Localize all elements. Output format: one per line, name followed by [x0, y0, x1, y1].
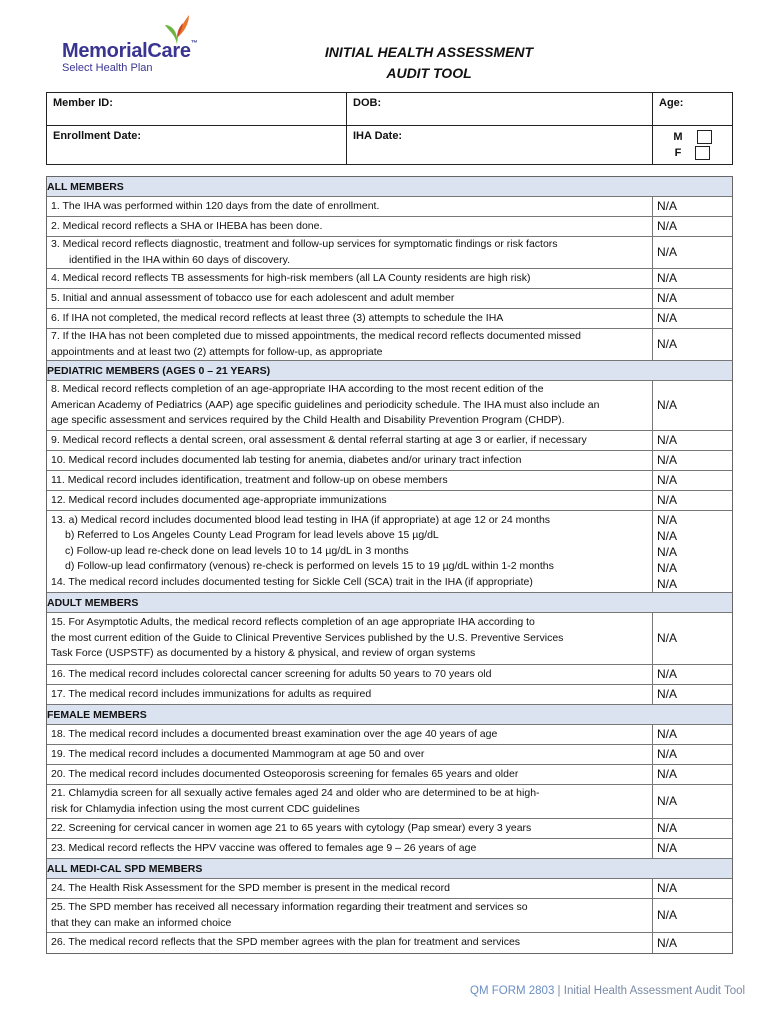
logo-subtitle: Select Health Plan — [62, 62, 153, 74]
audit-row-16 — [47, 665, 732, 685]
member-info-table — [46, 92, 733, 165]
section-spd-members: ALL MEDI-CAL SPD MEMBERS — [47, 859, 732, 879]
section-female-members: FEMALE MEMBERS — [47, 705, 732, 725]
audit-row-1 — [47, 197, 732, 217]
question-text: 13. a) Medical record includes documented blood lead testing in IHA (if appropriate) at age 12 or 24 months b) Referred to Los Angeles County Lead Program for lead levels above 15 µg/dL c) Follow-up lead re-check done on lead levels 10 to 14 µg/dL in 3 months d) Follow-up lead confirmatory (venous) re-check is performed on levels 15 to 19 µg/dL within 1-2 months 14. The medical record includes documented testing for Sickle Cell (SCA) trait in the IHA (if appropriate) — [47, 511, 653, 592]
answer-cell[interactable]: N/A — [657, 473, 678, 487]
question-text: 19. The medical record includes a documented Mammogram at age 50 and over — [47, 745, 653, 764]
answer-cell[interactable]: N/A — [657, 727, 678, 741]
answer-cell[interactable]: N/A — [657, 841, 678, 855]
audit-row-12 — [47, 491, 732, 511]
question-text: 1. The IHA was performed within 120 days from the date of enrollment. — [47, 197, 653, 216]
audit-row-8 — [47, 381, 732, 431]
question-text: 8. Medical record reflects completion of an age-appropriate IHA according to the most recent edition of the American Academy of Pediatrics (AAP) age specific guidelines and periodicity schedule. The IHA must also include an age specific assessment and services required by the Child Health and Disability Prevention Program (CHDP). — [47, 381, 653, 430]
question-text: 18. The medical record includes a documented breast examination over the age 40 years of age — [47, 725, 653, 744]
answer-cell[interactable]: N/A — [657, 631, 678, 645]
answer-cell[interactable]: N/A — [657, 453, 678, 467]
question-text: 17. The medical record includes immunizations for adults as required — [47, 685, 653, 704]
enrollment-date-field[interactable]: Enrollment Date: — [47, 126, 347, 165]
member-id-field[interactable]: Member ID: — [47, 93, 347, 126]
iha-date-field[interactable]: IHA Date: — [347, 126, 653, 165]
audit-row-5 — [47, 289, 732, 309]
audit-row-17 — [47, 685, 732, 705]
answer-cell[interactable]: N/A — [657, 199, 678, 213]
dob-field[interactable]: DOB: — [347, 93, 653, 126]
audit-row-26 — [47, 933, 732, 953]
audit-row-9 — [47, 431, 732, 451]
question-text: 2. Medical record reflects a SHA or IHEBA has been done. — [47, 217, 653, 236]
audit-row-10 — [47, 451, 732, 471]
audit-row-11 — [47, 471, 732, 491]
audit-row-13 — [47, 511, 732, 593]
audit-row-2 — [47, 217, 732, 237]
form-code: QM FORM 2803 — [470, 985, 555, 997]
audit-row-7 — [47, 329, 732, 361]
question-text: 11. Medical record includes identification, treatment and follow-up on obese members — [47, 471, 653, 490]
memorialcare-logo — [62, 14, 212, 74]
audit-row-3 — [47, 237, 732, 269]
answer-cell[interactable]: N/A — [657, 881, 678, 895]
audit-table — [46, 176, 733, 954]
audit-row-20 — [47, 765, 732, 785]
question-text: 22. Screening for cervical cancer in women age 21 to 65 years with cytology (Pap smear) every 3 years — [47, 819, 653, 838]
footer-title: Initial Health Assessment Audit Tool — [563, 985, 746, 997]
female-label: F — [674, 147, 682, 159]
answer-cell[interactable]: N/A — [657, 794, 678, 808]
audit-row-19 — [47, 745, 732, 765]
form-title — [270, 42, 588, 84]
audit-row-21 — [47, 785, 732, 819]
answer-cell[interactable]: N/A — [657, 337, 678, 351]
question-text: 6. If IHA not completed, the medical record reflects at least three (3) attempts to schedule the IHA — [47, 309, 653, 328]
male-checkbox[interactable] — [697, 130, 712, 144]
audit-row-6 — [47, 309, 732, 329]
section-adult-members: ADULT MEMBERS — [47, 593, 732, 613]
audit-row-22 — [47, 819, 732, 839]
logo-name: MemorialCare™ — [62, 40, 198, 62]
audit-row-24 — [47, 879, 732, 899]
male-label: M — [673, 131, 683, 143]
question-text: 23. Medical record reflects the HPV vaccine was offered to females age 9 – 26 years of age — [47, 839, 653, 858]
answer-cell[interactable]: N/A — [657, 687, 678, 701]
question-text: 20. The medical record includes documented Osteoporosis screening for females 65 years and older — [47, 765, 653, 784]
question-text: 15. For Asymptotic Adults, the medical record reflects completion of an age appropriate IHA according to the most current edition of the Guide to Clinical Preventive Services published by the U.S. Preventive Services Task Force (USPSTF) as documented by a history & physical, and review of organ systems — [47, 613, 653, 664]
question-text: 9. Medical record reflects a dental screen, oral assessment & dental referral starting at age 3 or earlier, if necessary — [47, 431, 653, 450]
answer-cell[interactable]: N/A — [657, 493, 678, 507]
question-text: 16. The medical record includes colorectal cancer screening for adults 50 years to 70 years old — [47, 665, 653, 684]
question-text: 7. If the IHA has not been completed due to missed appointments, the medical record reflects documented missed appointments and at least two (2) attempts for follow-up, as appropriate — [47, 329, 653, 360]
question-text: 10. Medical record includes documented lab testing for anemia, diabetes and/or urinary tract infection — [47, 451, 653, 470]
female-checkbox[interactable] — [695, 146, 710, 160]
audit-row-4 — [47, 269, 732, 289]
answer-cell[interactable]: N/A — [657, 245, 678, 259]
audit-row-25 — [47, 899, 732, 933]
answer-cell[interactable]: N/A N/A N/A N/A N/A — [657, 512, 678, 591]
audit-row-18 — [47, 725, 732, 745]
age-field[interactable]: Age: — [653, 93, 733, 126]
answer-cell[interactable]: N/A — [657, 311, 678, 325]
answer-cell[interactable]: N/A — [657, 398, 678, 412]
gender-field — [653, 126, 733, 165]
answer-cell[interactable]: N/A — [657, 747, 678, 761]
audit-row-15 — [47, 613, 732, 665]
answer-cell[interactable]: N/A — [657, 667, 678, 681]
question-text: 26. The medical record reflects that the SPD member agrees with the plan for treatment and services — [47, 933, 653, 953]
form-title-line-2: AUDIT TOOL — [386, 65, 472, 81]
footer-separator: | — [554, 985, 564, 997]
answer-cell[interactable]: N/A — [657, 219, 678, 233]
question-text: 24. The Health Risk Assessment for the SPD member is present in the medical record — [47, 879, 653, 898]
question-text: 5. Initial and annual assessment of tobacco use for each adolescent and adult member — [47, 289, 653, 308]
question-text: 3. Medical record reflects diagnostic, treatment and follow-up services for symptomatic findings or risk factors identified in the IHA within 60 days of discovery. — [47, 237, 653, 268]
answer-cell[interactable]: N/A — [657, 935, 678, 950]
question-text: 21. Chlamydia screen for all sexually active females aged 24 and older who are determined to be at high- risk for Chlamydia infection using the most current CDC guidelines — [47, 785, 653, 818]
question-text: 12. Medical record includes documented age-appropriate immunizations — [47, 491, 653, 510]
answer-cell[interactable]: N/A — [657, 433, 678, 447]
answer-cell[interactable]: N/A — [657, 271, 678, 285]
section-all-members: ALL MEMBERS — [47, 177, 732, 197]
question-text: 25. The SPD member has received all necessary information regarding their treatment and services so that they can make an informed choice — [47, 899, 653, 932]
answer-cell[interactable]: N/A — [657, 767, 678, 781]
section-pediatric-members: PEDIATRIC MEMBERS (AGES 0 – 21 YEARS) — [47, 361, 732, 381]
answer-cell[interactable]: N/A — [657, 821, 678, 835]
answer-cell[interactable]: N/A — [657, 291, 678, 305]
form-title-line-1: INITIAL HEALTH ASSESSMENT — [324, 44, 534, 60]
audit-row-23 — [47, 839, 732, 859]
answer-cell[interactable]: N/A — [657, 908, 678, 922]
page-footer — [470, 985, 745, 997]
question-text: 4. Medical record reflects TB assessments for high-risk members (all LA County residents are high risk) — [47, 269, 653, 288]
